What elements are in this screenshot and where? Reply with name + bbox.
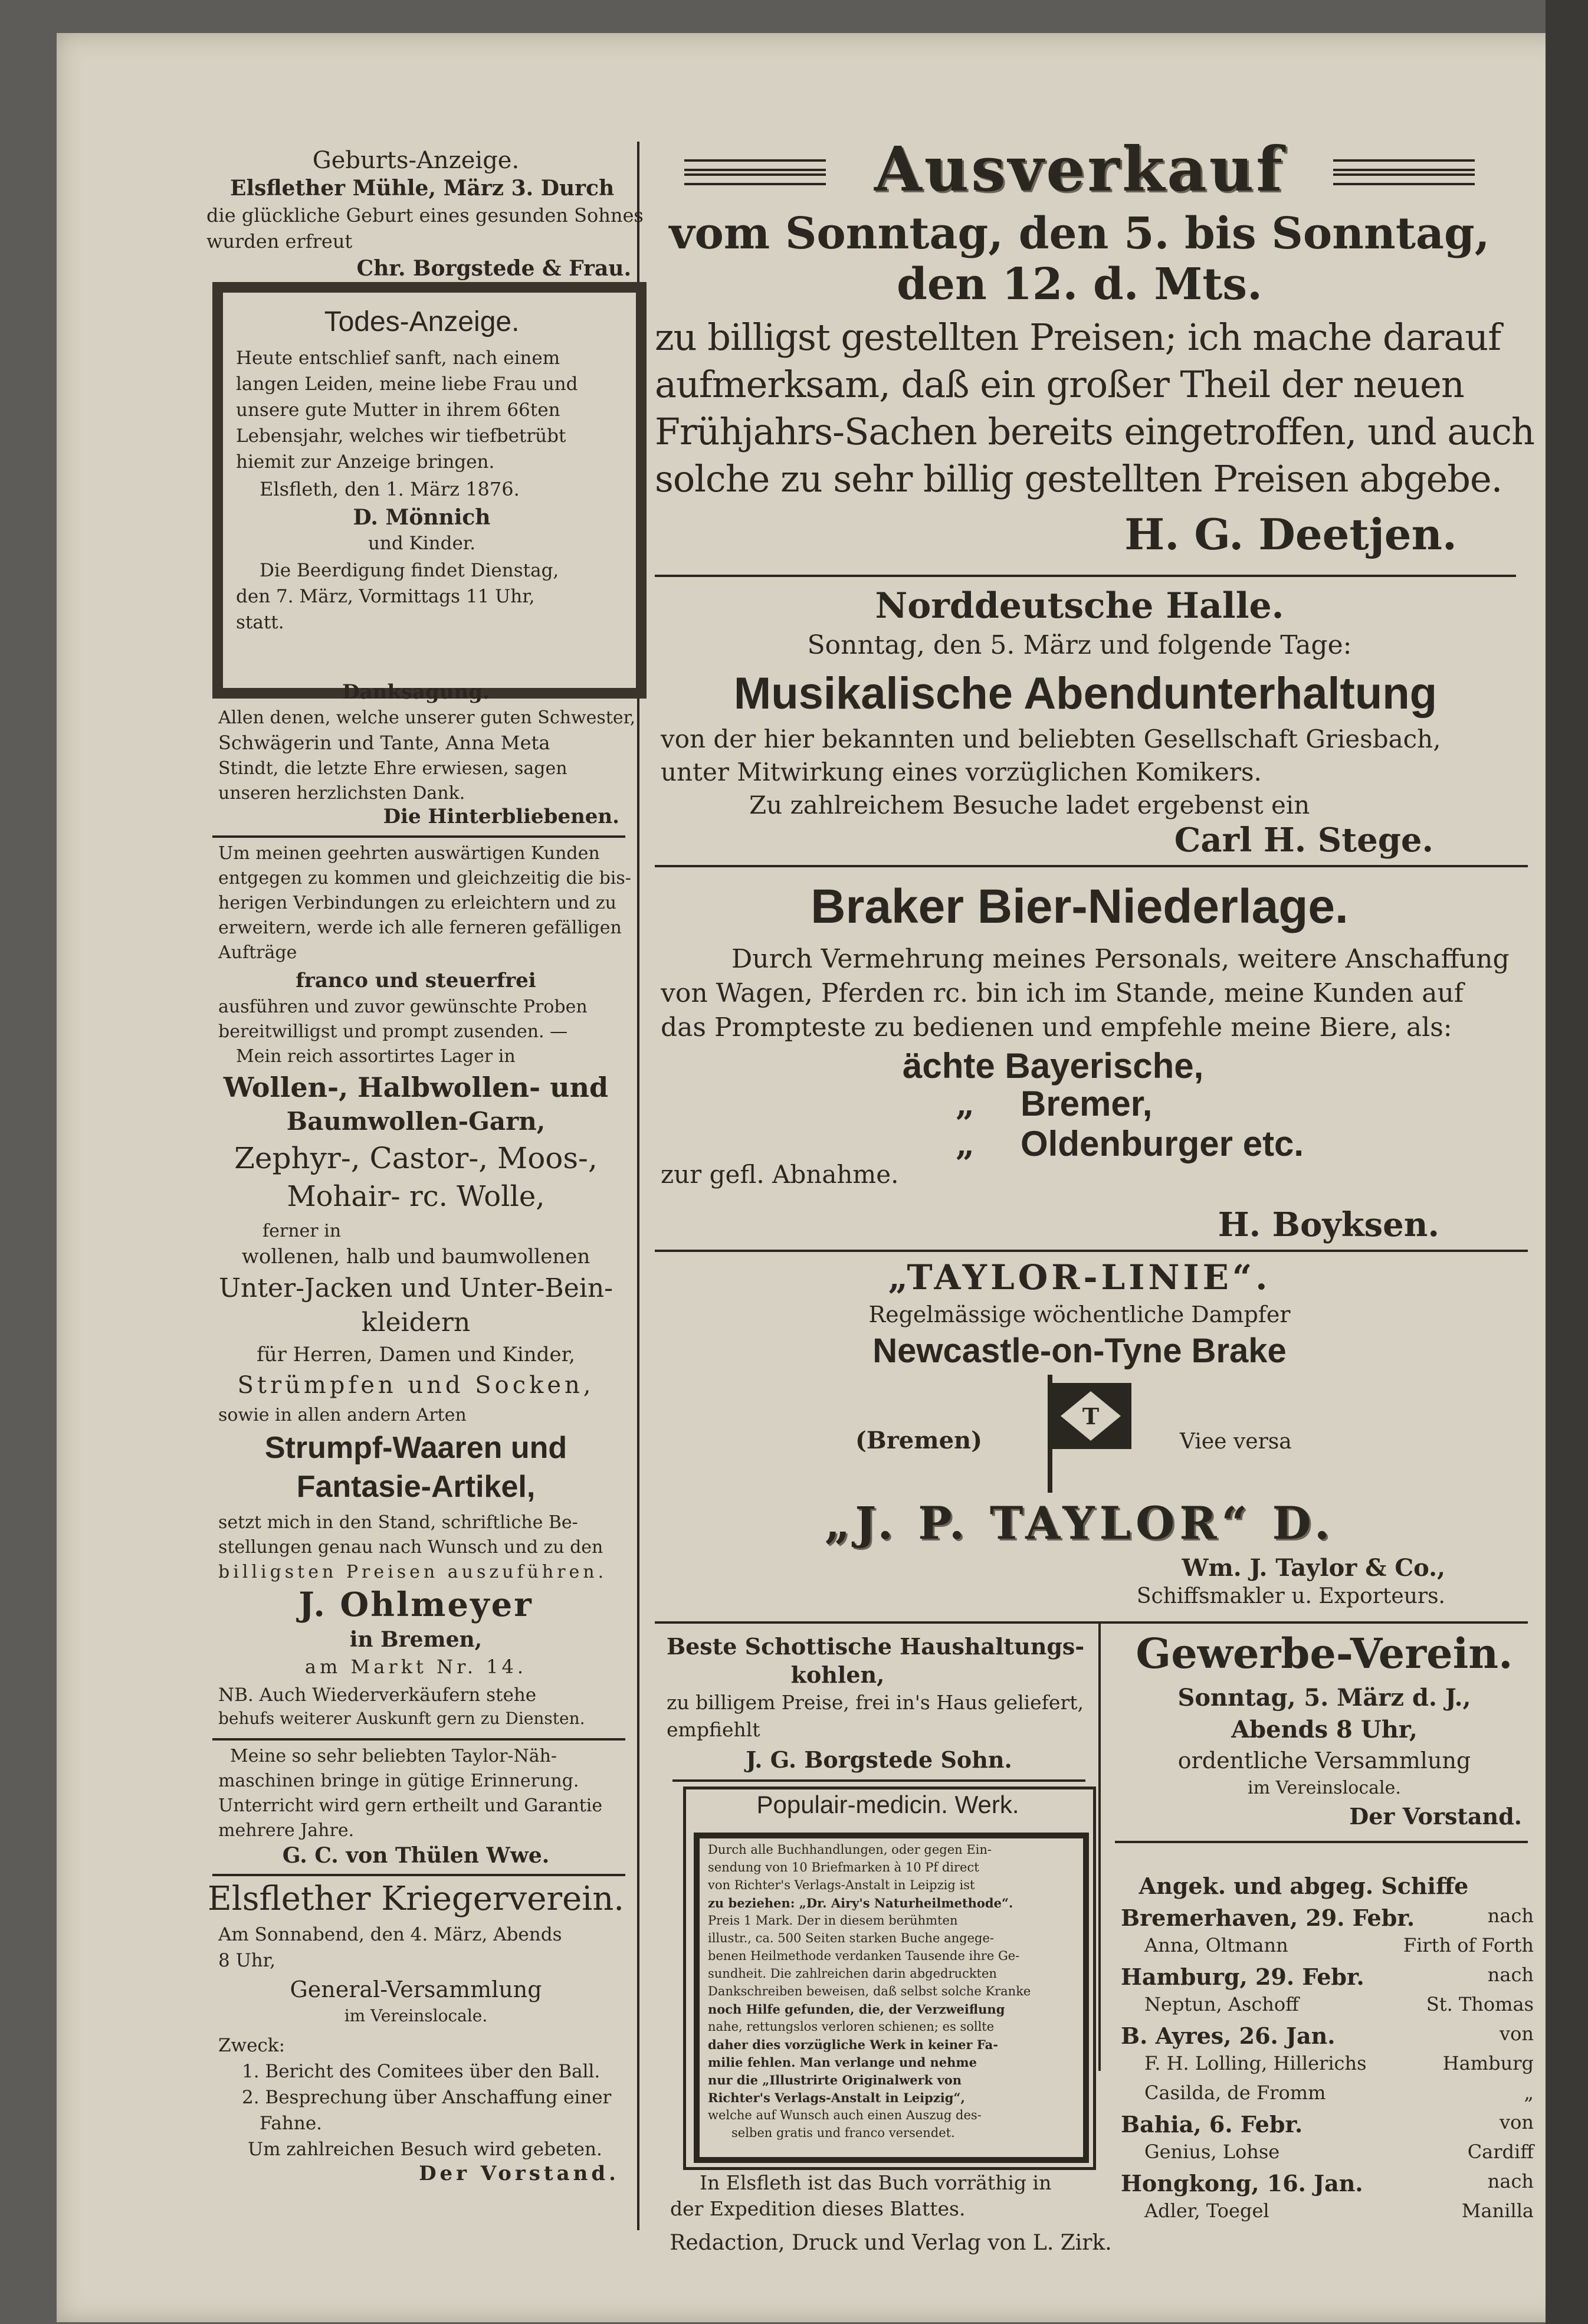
ohlmeyer-address: am Markt Nr. 14. [304,1656,527,1678]
taylor-agent-2: Schiffsmakler u. Exporteurs. [1136,1584,1445,1608]
braker-beer-3: Oldenburger etc. [1021,1124,1304,1163]
krieger-line-1: Am Sonnabend, den 4. März, Abends [218,1924,562,1945]
krieger-heading: Elsflether Kriegerverein. [207,1880,625,1918]
ohlmeyer-place: in Bremen, [349,1627,483,1652]
ohlmeyer-line-4: erweitern, werde ich alle ferneren gefälligen [218,917,622,938]
popular-line-12: daher dies vorzügliche Werk in keiner Fa- [708,2037,998,2052]
schiffe-row-right: nach [1487,1905,1534,1927]
popular-line-10: noch Hilfe gefunden, die, der Verzweiflung [708,2002,1005,2017]
ohlmeyer-sowie: sowie in allen andern Arten [218,1405,467,1425]
todes-line-4: Lebensjahr, welches wir tiefbetrübt [236,425,566,447]
braker-quote-1: „ [956,1085,975,1124]
ohlmeyer-line-8: Mein reich assortirtes Lager in [236,1046,516,1067]
gewerbe-line-1: Sonntag, 5. März d. J., [1177,1684,1471,1712]
gewerbe-signature: Der Vorstand. [1349,1803,1522,1830]
ohlmeyer-strumpf: Strumpf-Waaren und [264,1431,567,1465]
braker-beer-1: ächte Bayerische, [903,1046,1204,1086]
braker-quote-2: „ [956,1125,975,1164]
ohlmeyer-wolle-4: Mohair- rc. Wolle, [287,1180,545,1213]
braker-body-2: von Wagen, Pferden rc. bin ich im Stande, meine Kunden auf [661,978,1464,1008]
schiffe-row-right: Firth of Forth [1403,1934,1534,1956]
todes-heading: Todes-Anzeige. [324,306,520,337]
ohlmeyer-line-9: setzt mich in den Stand, schriftliche Be- [218,1512,578,1533]
footer-imprint: Redaction, Druck und Verlag von L. Zirk. [670,2231,1112,2255]
popular-line-9: Dankschreiben beweisen, daß selbst solche Kranke [708,1984,1031,1998]
todes-signature: D. Mönnich [353,505,491,530]
taylor-company: „J. P. TAYLOR“ D. [824,1497,1335,1549]
ohlmeyer-wolle-2: Baumwollen-Garn, [286,1107,546,1136]
flag-letter: T [1082,1403,1100,1430]
popular-line-17: selben gratis und franco versendet. [731,2126,955,2140]
krieger-bitte: Um zahlreichen Besuch wird gebeten. [248,2139,602,2160]
gewerbe-line-2: Abends 8 Uhr, [1231,1716,1418,1743]
thuelen-line-1: Meine so sehr beliebten Taylor-Näh- [230,1746,557,1766]
popular-line-7: benen Heilmethode verdanken Tausende ihre Ge- [708,1949,1020,1963]
halle-body-2: unter Mitwirkung eines vorzüglichen Komikers. [661,758,1262,786]
ohlmeyer-line-3: herigen Verbindungen zu erleichtern und zu [218,893,616,913]
schiffe-row-right: Hamburg [1442,2052,1534,2074]
schiffe-row-right: „ [1524,2082,1534,2104]
schiffe-row-left: Anna, Oltmann [1144,1934,1288,1956]
krieger-zweck: Zweck: [218,2035,286,2056]
geburt-line-2: die glückliche Geburt eines gesunden Sohnes [206,204,644,227]
schiffe-row-right: von [1500,2023,1534,2045]
schiffe-row-left: Casilda, de Fromm [1144,2082,1326,2104]
popular-foot-1: In Elsfleth ist das Buch vorräthig in [700,2171,1052,2194]
braker-body-3: das Prompteste zu bedienen und empfehle meine Biere, als: [661,1012,1452,1043]
todes-line-5: hiemit zur Anzeige bringen. [236,451,495,473]
schiffe-row-right: von [1500,2111,1534,2133]
ohlmeyer-line-2: entgegen zu kommen und gleichzeitig die bis- [218,868,631,889]
krieger-line-2: 8 Uhr, [218,1950,275,1971]
popular-line-1: Durch alle Buchhandlungen, oder gegen Ein- [708,1843,992,1857]
popular-line-4: zu beziehen: „Dr. Airy's Naturheilmethode“. [708,1896,1013,1910]
halle-sub: Sonntag, den 5. März und folgende Tage: [807,630,1352,660]
braker-signature: H. Boyksen. [1218,1205,1439,1244]
popular-title: Populair-medicin. Werk. [756,1791,1019,1818]
krieger-gv: General-Versammlung [290,1976,542,2002]
ausverkauf-body-2: aufmerksam, daß ein großer Theil der neuen [655,363,1464,406]
popular-line-5: Preis 1 Mark. Der in diesem berühmten [708,1913,958,1928]
schiffe-row-left: B. Ayres, 26. Jan. [1121,2023,1336,2049]
ausverkauf-line-2: den 12. d. Mts. [897,259,1262,310]
divider [655,1250,1528,1252]
popular-line-8: sundheit. Die zahlreichen darin abgedruckten [708,1966,997,1981]
thuelen-signature: G. C. von Thülen Wwe. [282,1843,550,1868]
ohlmeyer-line-6: ausführen und zuvor gewünschte Proben [218,997,588,1017]
dank-line-3: Stindt, die letzte Ehre erwiesen, sagen [218,758,567,779]
ohlmeyer-unter-2: kleidern [361,1307,471,1338]
halle-heading: Norddeutsche Halle. [875,585,1284,627]
popular-foot-2: der Expedition dieses Blattes. [670,2197,966,2220]
gewerbe-heading: Gewerbe-Verein. [1136,1629,1513,1678]
schiffe-row-left: Bahia, 6. Febr. [1121,2111,1303,2138]
ohlmeyer-line-11: billigsten Preisen auszuführen. [218,1562,608,1582]
thuelen-line-2: maschinen bringe in gütige Erinnerung. [218,1771,579,1791]
krieger-im: im Vereinslocale. [344,2006,488,2025]
flag-icon [1044,1375,1133,1493]
gewerbe-line-3: ordentliche Versammlung [1177,1748,1471,1774]
dank-line-2: Schwägerin und Tante, Anna Meta [218,732,550,754]
schiffe-row-left: Hongkong, 16. Jan. [1121,2170,1363,2197]
schiffe-heading: Angek. und abgeg. Schiffe [1138,1873,1469,1899]
schiffe-row-right: nach [1487,1964,1534,1986]
halle-signature: Carl H. Stege. [1174,821,1433,860]
geburt-line-1: Elsflether Mühle, März 3. Durch [230,176,615,201]
krieger-signature: Der Vorstand. [419,2162,619,2185]
taylor-left: (Bremen) [855,1427,983,1454]
popular-line-16: welche auf Wunsch auch einen Auszug des- [708,2108,982,2122]
borgstede-heading: Beste Schottische Haushaltungs- [667,1633,1085,1660]
todes-line-3: unsere gute Mutter in ihrem 66ten [236,399,560,421]
borgstede-heading-2: kohlen, [790,1661,885,1688]
borgstede-signature: J. G. Borgstede Sohn. [746,1746,1012,1773]
popular-line-2: sendung von 10 Briefmarken à 10 Pf direct [708,1860,979,1874]
geburt-signature: Chr. Borgstede & Frau. [356,256,631,281]
ohlmeyer-line-10: stellungen genau nach Wunsch und zu den [218,1537,603,1558]
dank-heading: Danksagung. [342,680,490,704]
halle-body-3: Zu zahlreichem Besuche ladet ergebenst ein [749,791,1310,820]
todes-burial-2: den 7. März, Vormittags 11 Uhr, [236,586,535,607]
schiffe-row-left: Neptun, Aschoff [1144,1993,1299,2015]
ohlmeyer-fuer: für Herren, Damen und Kinder, [257,1343,575,1366]
ausverkauf-body-3: Frühjahrs-Sachen bereits eingetroffen, und auch [655,410,1534,453]
ohlmeyer-struempfe: Strümpfen und Socken, [237,1372,595,1399]
ausverkauf-line-1: vom Sonntag, den 5. bis Sonntag, [669,208,1490,259]
ohlmeyer-wollenen: wollenen, halb und baumwollenen [241,1245,590,1268]
todes-date: Elsfleth, den 1. März 1876. [260,478,520,500]
dank-line-4: unseren herzlichsten Dank. [218,783,465,804]
schiffe-row-left: F. H. Lolling, Hillerichs [1144,2052,1367,2074]
ausverkauf-heading: Ausverkauf [874,133,1285,205]
divider [212,835,625,838]
popular-line-6: illustr., ca. 500 Seiten starken Buche angege- [708,1931,994,1945]
braker-beer-2: Bremer, [1021,1084,1153,1123]
halle-body-1: von der hier bekannten und beliebten Gesellschaft Griesbach, [661,725,1441,753]
gewerbe-line-4: im Vereinslocale. [1248,1778,1401,1798]
popular-line-14: nur die „Illustrirte Originalwerk von [708,2073,962,2087]
thuelen-line-4: mehrere Jahre. [218,1820,355,1841]
dank-signature: Die Hinterbliebenen. [383,805,619,828]
ohlmeyer-nb-2: behufs weiterer Auskunft gern zu Diensten. [218,1709,585,1728]
popular-line-13: milie fehlen. Man verlange und nehme [708,2055,977,2070]
schiffe-row-right: Manilla [1461,2200,1534,2222]
krieger-item-3: Fahne. [260,2113,323,2134]
schiffe-row-right: St. Thomas [1426,1993,1534,2015]
schiffe-row-right: nach [1487,2170,1534,2192]
ohlmeyer-franco: franco und steuerfrei [296,969,536,992]
ohlmeyer-fantasie: Fantasie-Artikel, [296,1470,536,1504]
ohlmeyer-name: J. Ohlmeyer [298,1585,533,1624]
divider [655,1621,1528,1624]
ohlmeyer-unter-1: Unter-Jacken und Unter-Bein- [218,1273,613,1303]
taylor-right: Viee versa [1180,1430,1292,1454]
todes-line-2: langen Leiden, meine liebe Frau und [236,373,578,395]
todes-burial-3: statt. [236,612,284,633]
divider [655,865,1528,867]
divider [212,1738,625,1740]
dank-line-1: Allen denen, welche unserer guten Schwester, [218,707,636,728]
ohlmeyer-wolle-1: Wollen-, Halbwollen- und [223,1071,609,1103]
ausverkauf-body-4: solche zu sehr billig gestellten Preisen abgebe. [655,457,1502,500]
halle-big: Musikalische Abendunterhaltung [733,668,1438,719]
divider [1115,1841,1528,1843]
taylor-heading: „TAYLOR-LINIE“. [888,1257,1271,1297]
popular-line-15: Richter's Verlags-Anstalt in Leipzig“, [708,2090,965,2105]
ohlmeyer-ferner: ferner in [263,1221,342,1241]
ohlmeyer-line-5: Aufträge [218,942,297,963]
divider [212,1874,625,1876]
krieger-item-1: 1. Bericht des Comitees über den Ball. [242,2061,601,2082]
schiffe-row-left: Hamburg, 29. Febr. [1121,1964,1364,1990]
schiffe-row-left: Adler, Toegel [1144,2200,1269,2222]
borgstede-line-1: zu billigem Preise, frei in's Haus geliefert, [667,1691,1084,1714]
taylor-sub: Regelmässige wöchentliche Dampfer [868,1302,1291,1327]
divider [672,1779,1085,1782]
geburt-line-3: wurden erfreut [206,230,353,253]
ohlmeyer-nb-1: NB. Auch Wiederverkäufern stehe [218,1684,537,1706]
ausverkauf-body-1: zu billigst gestellten Preisen; ich mache darauf [655,316,1501,359]
ohlmeyer-wolle-3: Zephyr-, Castor-, Moos-, [234,1141,598,1175]
taylor-route: Newcastle-on-Tyne Brake [872,1332,1287,1370]
braker-body-1: Durch Vermehrung meines Personals, weitere Anschaffung [731,944,1510,974]
popular-line-3: von Richter's Verlags-Anstalt in Leipzig ist [708,1878,975,1892]
divider [655,575,1516,577]
braker-abnahme: zur gefl. Abnahme. [661,1160,899,1189]
schiffe-row-right: Cardiff [1467,2141,1534,2163]
ohlmeyer-line-7: bereitwilligst und prompt zusenden. — [218,1021,568,1042]
todes-burial-1: Die Beerdigung findet Dienstag, [260,560,559,581]
todes-line-1: Heute entschlief sanft, nach einem [236,348,560,369]
ausverkauf-signature: H. G. Deetjen. [1124,509,1457,559]
scan-background [1546,0,1588,2324]
todes-signature-2: und Kinder. [368,533,476,554]
krieger-item-2: 2. Besprechung über Anschaffung einer [242,2087,612,2108]
borgstede-line-2: empfiehlt [667,1718,760,1741]
inner-divider [1098,1622,1101,2071]
schiffe-row-left: Bremerhaven, 29. Febr. [1121,1905,1415,1931]
taylor-agent: Wm. J. Taylor & Co., [1182,1554,1445,1582]
ohlmeyer-line-1: Um meinen geehrten auswärtigen Kunden [218,843,600,864]
braker-heading: Braker Bier-Niederlage. [811,880,1349,933]
geburt-heading: Geburts-Anzeige. [312,147,520,174]
popular-line-11: nahe, rettungslos verloren schienen; es sollte [708,2020,995,2034]
schiffe-row-left: Genius, Lohse [1144,2141,1280,2163]
thuelen-line-3: Unterricht wird gern ertheilt und Garantie [218,1795,603,1816]
